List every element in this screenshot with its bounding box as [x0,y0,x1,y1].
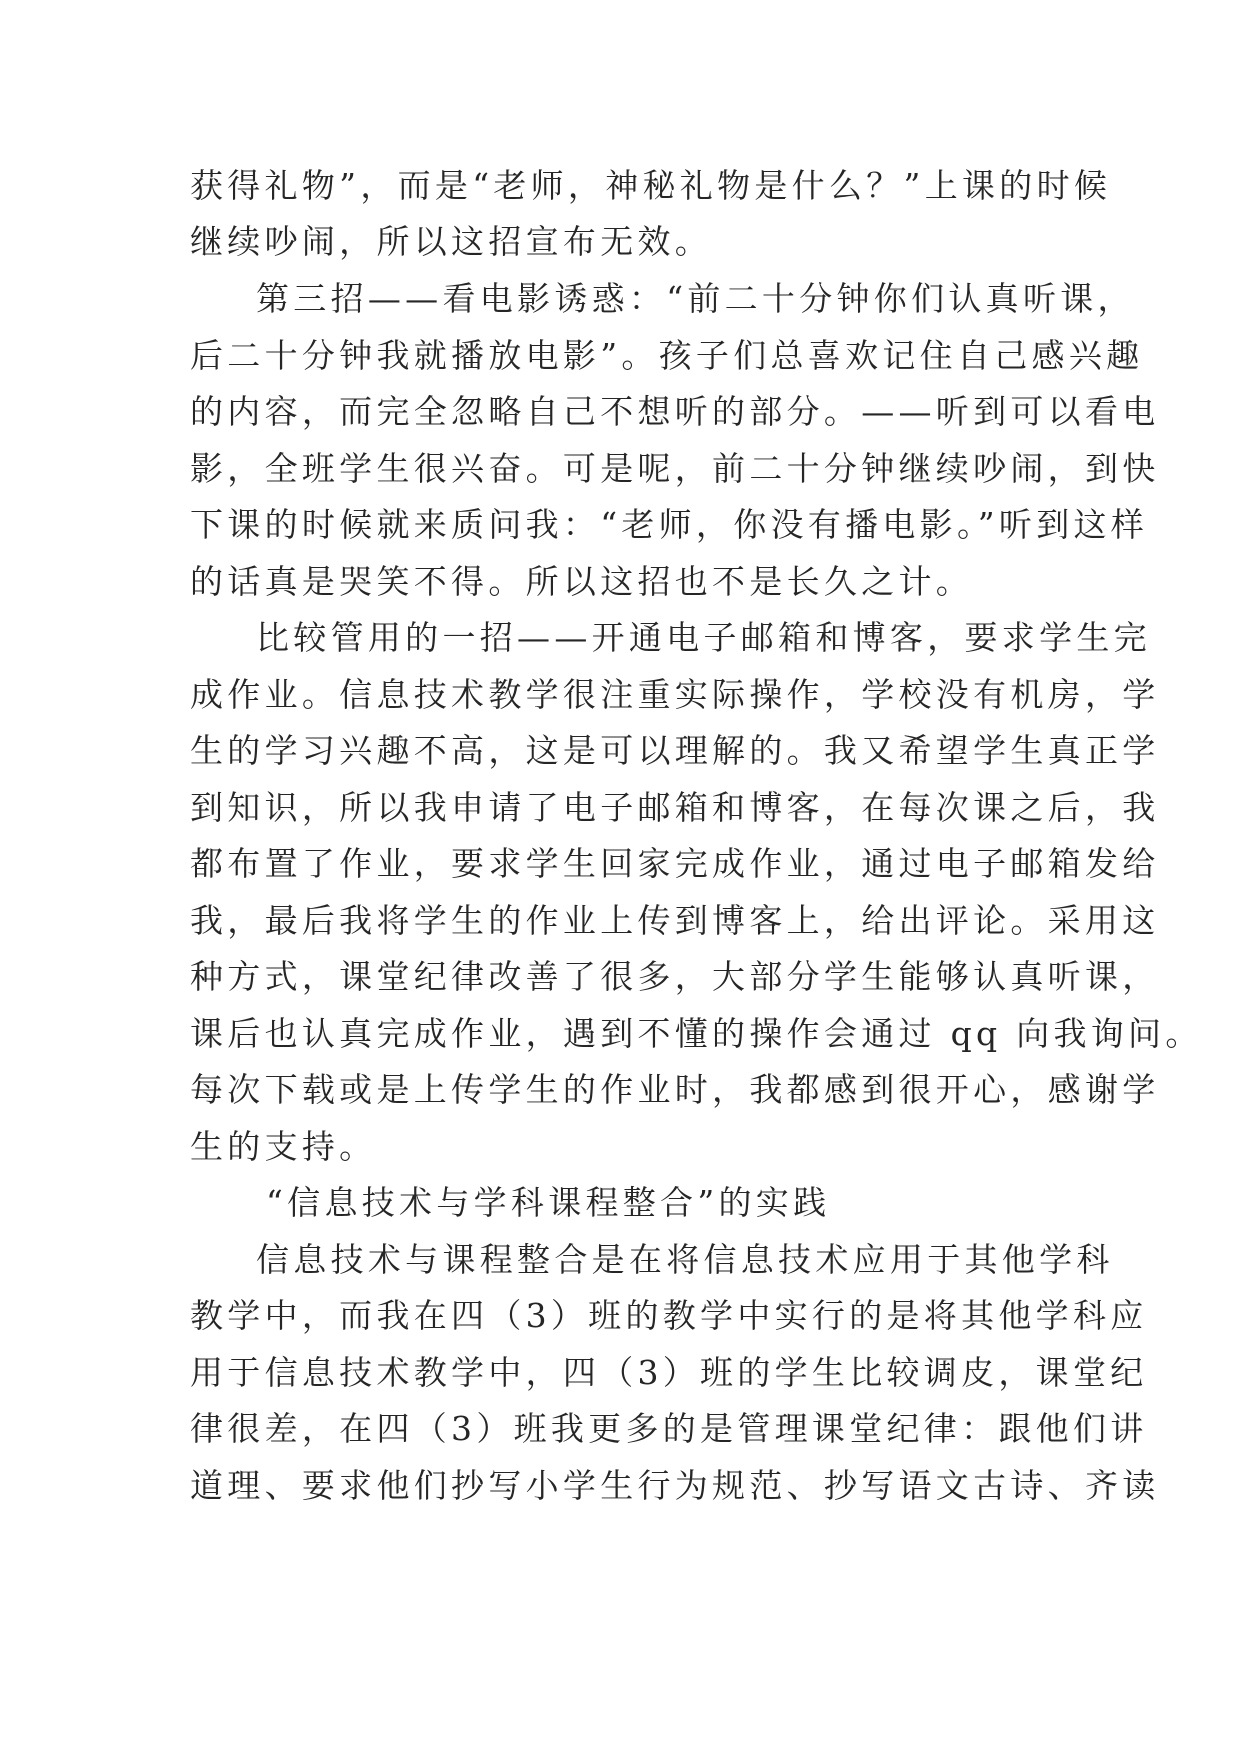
text-line: 后二十分钟我就播放电影”。孩子们总喜欢记住自己感兴趣 [190,336,1144,375]
text-line: 到知识，所以我申请了电子邮箱和博客，在每次课之后，我 [190,788,1160,827]
text-line: 的内容，而完全忽略自己不想听的部分。——听到可以看电 [190,392,1160,431]
paragraph-start-line: 第三招——看电影诱惑：“前二十分钟你们认真听课， [256,279,1135,318]
text-line: 下课的时候就来质问我：“老师，你没有播电影。”听到这样 [190,505,1149,544]
text-line: 教学中，而我在四（3）班的教学中实行的是将其他学科应 [190,1296,1148,1335]
text-line: 律很差，在四（3）班我更多的是管理课堂纪律：跟他们讲 [190,1409,1148,1448]
text-line: 用于信息技术教学中，四（3）班的学生比较调皮，课堂纪 [190,1353,1148,1392]
paragraph-start-line: 信息技术与课程整合是在将信息技术应用于其他学科 [256,1240,1114,1279]
text-line: 成作业。信息技术教学很注重实际操作，学校没有机房，学 [190,675,1160,714]
text-line: 生的学习兴趣不高，这是可以理解的。我又希望学生真正学 [190,731,1160,770]
section-heading: “信息技术与学科课程整合”的实践 [266,1183,831,1222]
text-line: 道理、要求他们抄写小学生行为规范、抄写语文古诗、齐读 [190,1466,1160,1505]
paragraph-start-line: 比较管用的一招——开通电子邮箱和博客，要求学生完 [256,618,1151,657]
text-line: 获得礼物”，而是“老师，神秘礼物是什么？”上课的时候 [190,166,1112,205]
text-line: 我，最后我将学生的作业上传到博客上，给出评论。采用这 [190,901,1160,940]
text-line: 种方式，课堂纪律改善了很多，大部分学生能够认真听课， [190,957,1160,996]
text-line: 都布置了作业，要求学生回家完成作业，通过电子邮箱发给 [190,844,1160,883]
text-line: 每次下载或是上传学生的作业时，我都感到很开心，感谢学 [190,1070,1160,1109]
text-line: 生的支持。 [190,1127,377,1166]
text-line: 继续吵闹，所以这招宣布无效。 [190,222,713,261]
text-line: 的话真是哭笑不得。所以这招也不是长久之计。 [190,562,974,601]
text-line: 影，全班学生很兴奋。可是呢，前二十分钟继续吵闹，到快 [190,449,1160,488]
text-line: 课后也认真完成作业，遇到不懂的操作会通过 qq 向我询问。 [190,1014,1203,1053]
